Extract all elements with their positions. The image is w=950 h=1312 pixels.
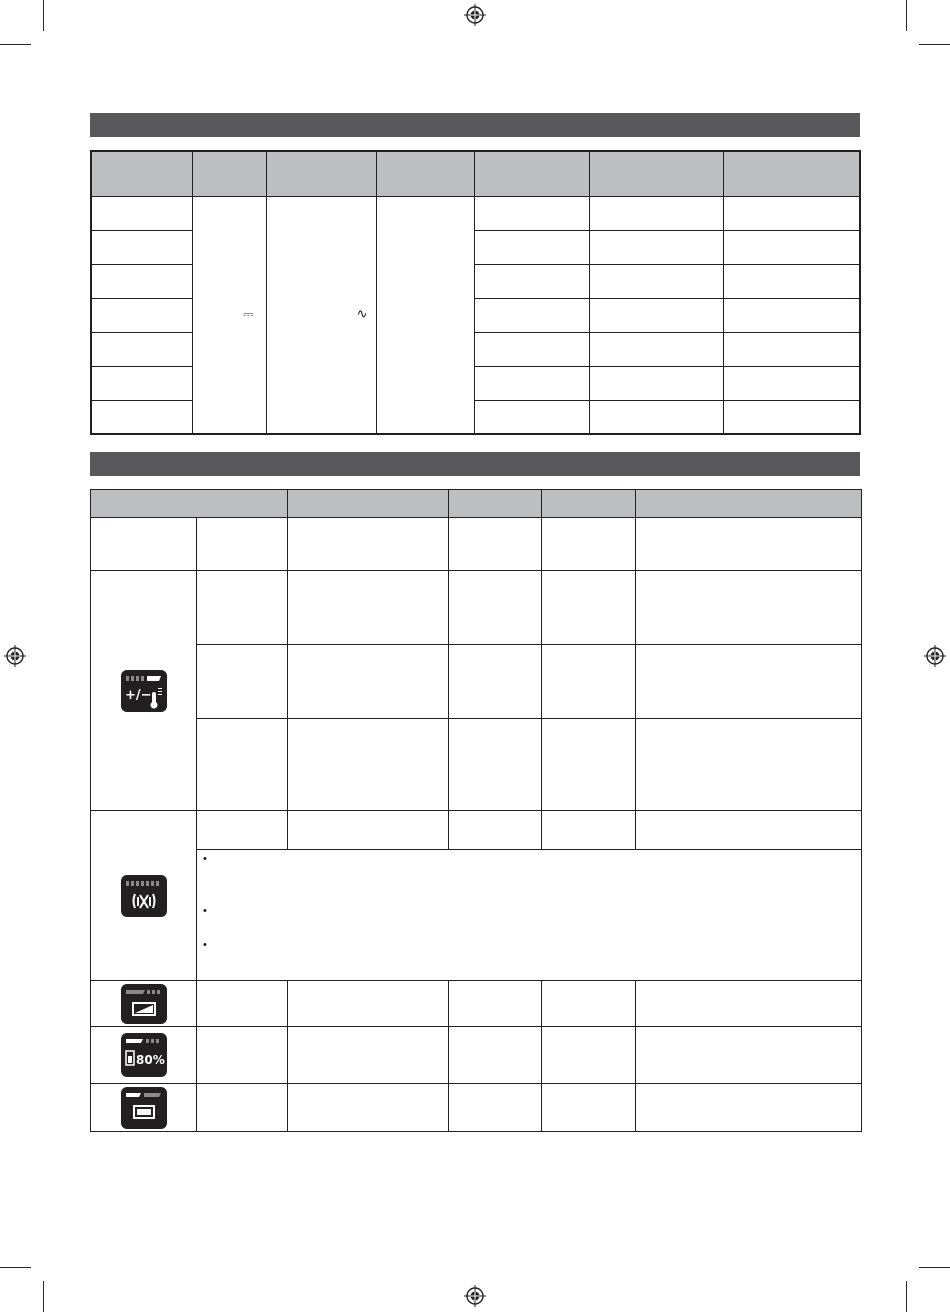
table-cell bbox=[589, 196, 723, 230]
bullet-icon: • bbox=[203, 853, 207, 865]
temperature-warning-icon bbox=[121, 670, 167, 712]
ac-symbol-icon: ∿ bbox=[356, 307, 368, 323]
table-cell bbox=[589, 332, 723, 366]
header-cell bbox=[636, 490, 862, 518]
crop-mark bbox=[919, 44, 950, 45]
header-cell bbox=[91, 151, 192, 196]
table-cell bbox=[723, 366, 860, 400]
table-cell bbox=[91, 230, 192, 264]
crop-mark bbox=[906, 0, 907, 31]
table-cell bbox=[197, 811, 288, 850]
header-cell bbox=[376, 151, 474, 196]
table-cell bbox=[91, 518, 197, 571]
list-item bbox=[197, 854, 861, 870]
registration-mark-icon bbox=[464, 4, 486, 26]
crop-mark bbox=[43, 1281, 44, 1312]
indicator-icon-cell bbox=[91, 981, 197, 1027]
header-cell bbox=[589, 151, 723, 196]
table-cell bbox=[542, 719, 636, 811]
battery-percent-text: 80% bbox=[135, 1053, 165, 1067]
section-title-bar bbox=[90, 113, 860, 137]
indicator-icon-cell bbox=[91, 811, 197, 981]
list-item bbox=[197, 906, 861, 922]
table-cell bbox=[723, 332, 860, 366]
table-cell bbox=[197, 518, 288, 571]
table-cell bbox=[288, 981, 449, 1027]
table-cell bbox=[542, 1027, 636, 1084]
table-cell bbox=[91, 400, 192, 434]
table-cell bbox=[288, 719, 449, 811]
table-cell bbox=[474, 400, 589, 434]
table-cell bbox=[723, 196, 860, 230]
table-cell bbox=[589, 400, 723, 434]
crop-mark bbox=[0, 1267, 31, 1268]
battery-80-percent-icon bbox=[121, 1033, 167, 1077]
table-cell bbox=[288, 1084, 449, 1132]
table-cell bbox=[589, 230, 723, 264]
indicator-icon-cell bbox=[91, 1027, 197, 1084]
indicator-icon-cell bbox=[91, 1084, 197, 1132]
header-cell bbox=[474, 151, 589, 196]
table-cell bbox=[589, 264, 723, 298]
indicator-icon-cell bbox=[91, 571, 197, 811]
input-voltage-cell bbox=[192, 196, 266, 434]
table-cell bbox=[636, 518, 862, 571]
table-header-row bbox=[91, 151, 860, 196]
header-cell bbox=[192, 151, 266, 196]
table-cell bbox=[474, 230, 589, 264]
table-cell bbox=[91, 366, 192, 400]
table-cell bbox=[589, 366, 723, 400]
table-cell bbox=[474, 298, 589, 332]
table-cell bbox=[474, 196, 589, 230]
table-cell bbox=[542, 518, 636, 571]
table-row bbox=[91, 571, 862, 645]
header-cell bbox=[449, 490, 542, 518]
table-cell bbox=[723, 230, 860, 264]
table-row bbox=[91, 719, 862, 811]
table-cell bbox=[474, 332, 589, 366]
table-cell bbox=[636, 1084, 862, 1132]
table-cell bbox=[636, 571, 862, 645]
table-header-row bbox=[91, 490, 862, 518]
registration-mark-icon bbox=[924, 645, 946, 667]
table-cell bbox=[449, 645, 542, 719]
table-cell bbox=[542, 645, 636, 719]
table-row bbox=[91, 645, 862, 719]
table-cell bbox=[91, 298, 192, 332]
crop-mark bbox=[906, 1281, 907, 1312]
bullet-icon: • bbox=[203, 939, 207, 951]
battery-full-icon bbox=[121, 1087, 167, 1129]
table-cell bbox=[723, 400, 860, 434]
header-cell bbox=[266, 151, 376, 196]
section-title-bar bbox=[90, 452, 860, 476]
header-cell bbox=[288, 490, 449, 518]
temperature-icon-text: +/− bbox=[124, 687, 152, 703]
output-voltage-cell bbox=[266, 196, 376, 434]
table-cell bbox=[449, 811, 542, 850]
header-cell bbox=[542, 490, 636, 518]
table-cell bbox=[589, 298, 723, 332]
crop-mark bbox=[43, 0, 44, 31]
table-cell bbox=[636, 811, 862, 850]
table-cell bbox=[636, 1027, 862, 1084]
table-cell bbox=[449, 1027, 542, 1084]
table-row bbox=[91, 1027, 862, 1084]
table-row bbox=[91, 196, 860, 230]
table-cell bbox=[542, 571, 636, 645]
table-cell bbox=[474, 264, 589, 298]
table-row bbox=[91, 811, 862, 850]
battery-fault-icon bbox=[121, 875, 167, 917]
battery-charging-icon bbox=[121, 984, 167, 1024]
header-cell bbox=[91, 490, 288, 518]
table-cell bbox=[449, 981, 542, 1027]
table-row bbox=[91, 518, 862, 571]
charge-indicator-table bbox=[90, 489, 862, 1132]
table-cell bbox=[474, 366, 589, 400]
table-cell bbox=[197, 1027, 288, 1084]
table-cell bbox=[542, 1084, 636, 1132]
table-cell bbox=[542, 981, 636, 1027]
table-cell bbox=[288, 1027, 449, 1084]
list-item bbox=[197, 940, 861, 956]
crop-mark bbox=[0, 44, 31, 45]
dc-symbol-icon: ⎓ bbox=[243, 307, 254, 323]
table-cell bbox=[197, 571, 288, 645]
table-cell bbox=[91, 332, 192, 366]
header-cell bbox=[723, 151, 860, 196]
table-cell bbox=[449, 518, 542, 571]
table-cell bbox=[288, 571, 449, 645]
table-cell bbox=[288, 645, 449, 719]
table-cell bbox=[288, 518, 449, 571]
table-cell bbox=[636, 981, 862, 1027]
table-row bbox=[91, 850, 862, 981]
table-cell bbox=[449, 1084, 542, 1132]
table-cell bbox=[197, 645, 288, 719]
notes-cell bbox=[197, 850, 862, 981]
table-cell bbox=[449, 571, 542, 645]
specifications-table bbox=[90, 150, 861, 435]
table-row bbox=[91, 981, 862, 1027]
table-cell bbox=[636, 645, 862, 719]
registration-mark-icon bbox=[464, 1285, 486, 1307]
table-cell bbox=[723, 298, 860, 332]
table-cell bbox=[197, 719, 288, 811]
table-cell bbox=[197, 1084, 288, 1132]
table-cell bbox=[91, 196, 192, 230]
registration-mark-icon bbox=[4, 645, 26, 667]
table-row bbox=[91, 1084, 862, 1132]
table-cell bbox=[197, 981, 288, 1027]
table-cell bbox=[636, 719, 862, 811]
merged-cell bbox=[376, 196, 474, 434]
table-cell bbox=[542, 811, 636, 850]
bullet-icon: • bbox=[203, 905, 207, 917]
table-cell bbox=[288, 811, 449, 850]
table-cell bbox=[723, 264, 860, 298]
crop-mark bbox=[919, 1267, 950, 1268]
table-cell bbox=[91, 264, 192, 298]
table-cell bbox=[449, 719, 542, 811]
